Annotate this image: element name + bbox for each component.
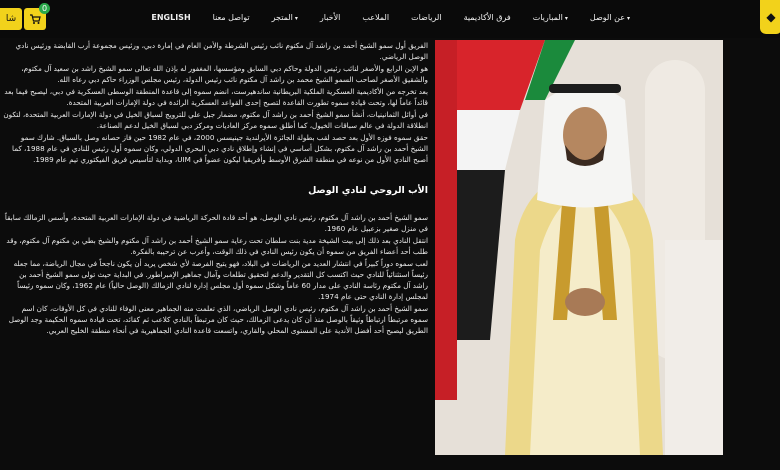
- chevron-down-icon: ▾: [564, 15, 568, 22]
- nav-item-contact[interactable]: تواصل معنا: [212, 13, 250, 22]
- chevron-down-icon: ▾: [626, 15, 630, 22]
- portrait-photo: [435, 40, 723, 455]
- paragraph: بعد تخرجه من الأكاديمية العسكرية الملكية البريطانية ساندهيرست، انضم سموه إلى قاعدة المنطقة الوسطى العسكرية في دبي، ليصبح فيما بعد قائداً عاماً لها، وتحت قيادة سموه تطورت القاعدة لتصبح إحدى القواعد العسكرية الرائدة في دولة الإمارات العربية المتحدة.: [4, 87, 428, 107]
- paragraph: سمو الشيخ أحمد بن راشد آل مكتوم، رئيس نادي الوصل، هو أحد قادة الحركة الرياضية في دولة الإمارات العربية المتحدة، وأسس الزمالك سابقاً في منزل صغير بزعبيل عام 1960.: [4, 213, 428, 233]
- nav-label: المتجر: [271, 13, 293, 22]
- paragraph: الفريق أول سمو الشيخ أحمد بن راشد آل مكتوم نائب رئيس الشرطة والأمن العام في إمارة دبي، ورئيس مجموعة أرب القابضة ورئيس نادي الوصل الرياضي.: [15, 41, 428, 61]
- paragraph: حقق سموه فوزه الأول بعد حصد لقب بطولة الجائزة الأيرلندية جينيسس 2000، في عام 1982 حين فاز حصانه وصل بالسباق. شارك سمو الشيخ أحمد بن راشد آل مكتوم، بشكل أساسي في إنشاء وإطلاق نادي دبي البحري الدولي، وكان سموه أول رئيس للنادي في عام 1988، كما أصبح النادي الأول من نوعه في منطقة الشرق الأوسط وأفريقيا ليكون عضواً في UIM، وبداية لتأسيس فريق الفيكتوري تيم عام 1989.: [12, 133, 428, 164]
- paragraph: سمو الشيخ أحمد بن راشد آل مكتوم، رئيس نادي الوصل الرياضي، الذي تعلمت منه الجماهير معنى الوفاء للنادي في كل الأوقات، كان اسم سموه مرتبطاً ارتباطاً وثيقاً بالوصل منذ أن كان يدعى الزمالك، حيث كان مرتبطاً بالنادي كلاعب ثم كقائد، تحت قيادة سموه الحكيمة وجد الوصل الطريق ليصبح أحد أفضل الأندية على المستوى المحلي والقاري، واتسعت قاعدة النادي الجماهيرية في أنحاء منطقة الخليج العربي.: [8, 304, 428, 335]
- nav-item-academy[interactable]: فرق الأكاديمية: [463, 13, 511, 22]
- article-body: [0, 40, 428, 470]
- club-logo[interactable]: ◆: [760, 0, 780, 34]
- paragraph: لعب سموه دوراً كبيراً في انتشار العديد من الرياضات في البلاد، فهو يتيح الفرصة لأي شخص يريد أن يكون ناجحاً في مجال الرياضة، مما جعله رئيساً استثنائياً للنادي حيث اكتسب كل التقدير والدعم لتحقيق تطلعات وآمال جماهير الإمبراطور. في البداية حيث تولى سمو الشيخ أحمد بن راشد آل مكتوم رئاسة النادي على مدار 60 عاماً وشكل سموه أول مجلس إدارة لنادي الزمالك (الوصل حالياً) عام 1962، وكان سموه رئيساً لمجلس إدارة النادي حتى عام 1974.: [13, 259, 428, 301]
- cart-count-badge: 0: [39, 3, 50, 14]
- language-switch[interactable]: ENGLISH: [151, 13, 191, 22]
- paragraph: في أوائل الثمانينيات، أنشأ سمو الشيخ أحمد بن راشد آل مكتوم، مضمار جبل علي للترويج لسباق الخيل في دولة الإمارات العربية المتحدة، لتكون انطلاقة الدولة في عالم سباقات الخيول، كما أطلق سموه مركز العاديات ومركز دبي لسباق الخيل لدعم الصناعة.: [3, 110, 428, 130]
- nav-item-matches[interactable]: [533, 13, 568, 22]
- nav-item-stadiums[interactable]: الملاعب: [362, 13, 390, 22]
- chevron-down-icon: ▾: [294, 15, 298, 22]
- nav-item-store[interactable]: [272, 13, 298, 22]
- paragraph: انتقل النادي بعد ذلك إلى بيت الشيخة مدية بنت سلطان تحت رعاية سمو الشيخ أحمد بن راشد آل مكتوم والشيخ بطي بن مكتوم آل مكتوم، وقد طلب أحد أعضاء الفريق من سموه أن يكون رئيس النادي في ذلك الوقت، وأعرب عن ترحيبه بالفكرة.: [6, 236, 428, 256]
- cart-icon: [29, 13, 41, 25]
- nav-item-sports[interactable]: الرياضات: [411, 13, 442, 22]
- nav-item-news[interactable]: الأخبار: [319, 13, 341, 22]
- login-button[interactable]: [0, 8, 22, 30]
- nav-label: عن الوصل: [589, 13, 625, 22]
- paragraph: هو الإبن الرابع والأصغر لنائب رئيس الدولة وحاكم دبي السابق ومؤسسها، المغفور له بإذن الله تعالى سمو الشيخ راشد بن سعيد آل مكتوم، والشقيق الأصغر لصاحب السمو الشيخ محمد بن راشد آل مكتوم نائب رئيس الدولة، رئيس مجلس الوزراء حاكم دبي رعاه الله.: [21, 64, 428, 84]
- main-menu: [151, 13, 630, 22]
- nav-label: المباريات: [532, 13, 563, 22]
- section-heading: الأب الروحي لنادي الوصل: [308, 185, 428, 196]
- login-label: شا: [5, 14, 17, 24]
- portrait-illustration: [435, 40, 723, 455]
- nav-item-about[interactable]: [590, 13, 630, 22]
